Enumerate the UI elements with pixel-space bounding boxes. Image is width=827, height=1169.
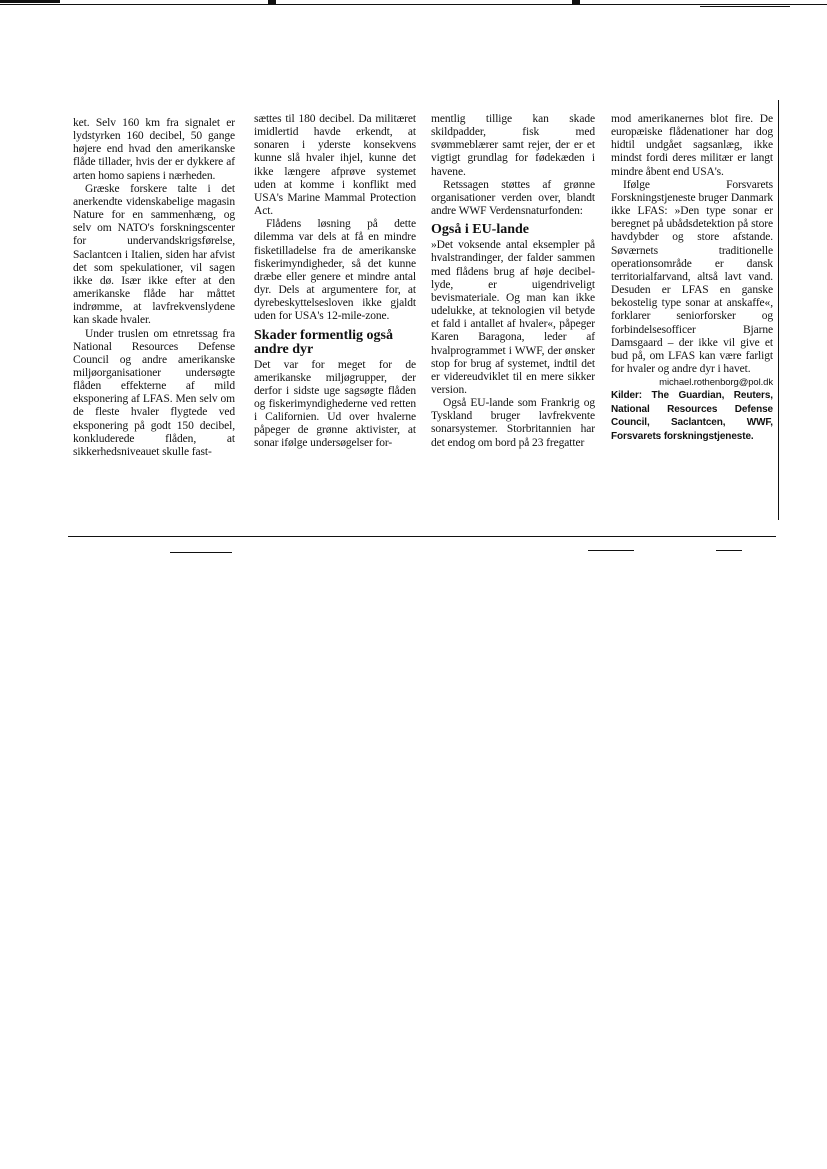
bottom-rule [68, 536, 776, 537]
paragraph: sættes til 180 decibel. Da militæret imidlertid havde erkendt, at sonaren i yderste konsekvens kunne slå hvaler ihjel, kunne det ikke længere afprøve systemet uden at komme i konflikt med USA's Marine Mammal Protection Act. [254, 113, 416, 218]
paragraph: Græske forskere talte i det anerkendte videnskabelige magasin Nature for en sammenhæng, og selv om NATO's forskningscenter for undervandskrigsførelse, Saclantcen i Italien, siden har afvist det som spekulationer, vil sagen ikke dø. Især ikke efter at den amerikanske flåde har måttet indrømme, at lavfrekvenslydene kan skade hvaler. [73, 182, 235, 327]
article-column-3 [431, 113, 595, 450]
paragraph: Det var for meget for de amerikanske miljøgrupper, der derfor i sidste uge sagsøgte flåden og fiskerimyndighederne ved retten i Californien. Ud over hvalerne påpeger de grønne aktivister, at sonar ifølge undersøgelser for- [254, 358, 416, 450]
bottom-mark [170, 552, 232, 553]
top-mark [0, 0, 60, 3]
subheading: Også i EU-lande [431, 222, 530, 238]
top-mark [268, 0, 276, 5]
top-mark [700, 6, 790, 7]
paragraph: mentlig tillige kan skade skildpadder, fisk med svømmeblærer samt rejer, der er et vigtigt grundlag for fødekæden i havene. [431, 113, 595, 178]
bottom-mark [716, 550, 742, 551]
top-mark [572, 0, 580, 5]
bottom-mark [588, 550, 634, 551]
paragraph: »Det voksende antal eksempler på hvalstrandinger, der falder sammen med flådens brug af høje decibel-lyde, er uigendriveligt bevismateriale. Og man kan ikke udelukke, at teknologien vil betyde et fald i antallet af hvaler«, påpeger Karen Baragona, leder af hvalprogrammet i WWF, der ønsker stop for brug af systemet, indtil det er videreudviklet til en mere sikker version. [431, 239, 595, 396]
paragraph: Under truslen om etnretssag fra National Resources Defense Council og andre amerikanske miljøorganisationer undersøgte flåden effekterne af mild eksponering af LFAS. Men selv om de fleste hvaler flygtede ved eksponering på godt 150 decibel, konkluderede flåden, at sikkerhedsniveauet skulle fast- [73, 327, 235, 458]
paragraph: Ifølge Forsvarets Forskningstjeneste bruger Danmark ikke LFAS: »Den type sonar er beregnet på ubådsdetektion på store havdybder og store afstande. Søværnets traditionelle operationsområde er dansk territorialfarvand, altså lavt vand. Desuden er LFAS en ganske bekostelig type sonar at anskaffe«, forklarer seniorforsker og forbindelsesofficer Bjarne Damsgaard – der ikke vil give et bud på, om LFAS kan være farligt for hvaler og andre dyr i havet. [611, 178, 773, 375]
paragraph: Flådens løsning på dette dilemma var dels at få en mindre fisketilladelse fra de amerikanske fiskerimyndigheder, så det kunne dræbe eller genere et mindre antal dyr. Dels at argumentere for, at dyrebeskyttelsesloven ikke gjaldt uden for USA's 12-mile-zone. [254, 218, 416, 323]
subheading: Skader formentlig også andre dyr [254, 327, 393, 357]
column-right-rule [778, 100, 779, 520]
author-email: michael.rothenborg@pol.dk [659, 377, 773, 389]
article-column-4 [611, 113, 773, 443]
paragraph: ket. Selv 160 km fra signalet er lydstyrken 160 decibel, 50 gange højere end hvad den amerikanske flåde tillader, hvis der er dykkere af arten homo sapiens i nærheden. [73, 117, 235, 182]
sources-box: Kilder: The Guardian, Reuters, National Resources Defense Council, Saclantcen, WWF, Forsvarets forskningstjeneste. [611, 390, 773, 442]
article-column-1 [73, 117, 235, 459]
top-border-line [0, 4, 827, 5]
article-column-2 [254, 113, 416, 451]
paragraph: Retssagen støttes af grønne organisationer verden over, blandt andre WWF Verdensnaturfonden: [431, 178, 595, 218]
paragraph: mod amerikanernes blot fire. De europæiske flådenationer har dog hidtil undgået sagsanlæg, ikke mindst fordi deres militær er langt mindre åbent end USA's. [611, 113, 773, 178]
paragraph: Også EU-lande som Frankrig og Tyskland bruger lavfrekvente sonarsystemer. Storbritannien har det endog om bord på 23 fregatter [431, 397, 595, 449]
